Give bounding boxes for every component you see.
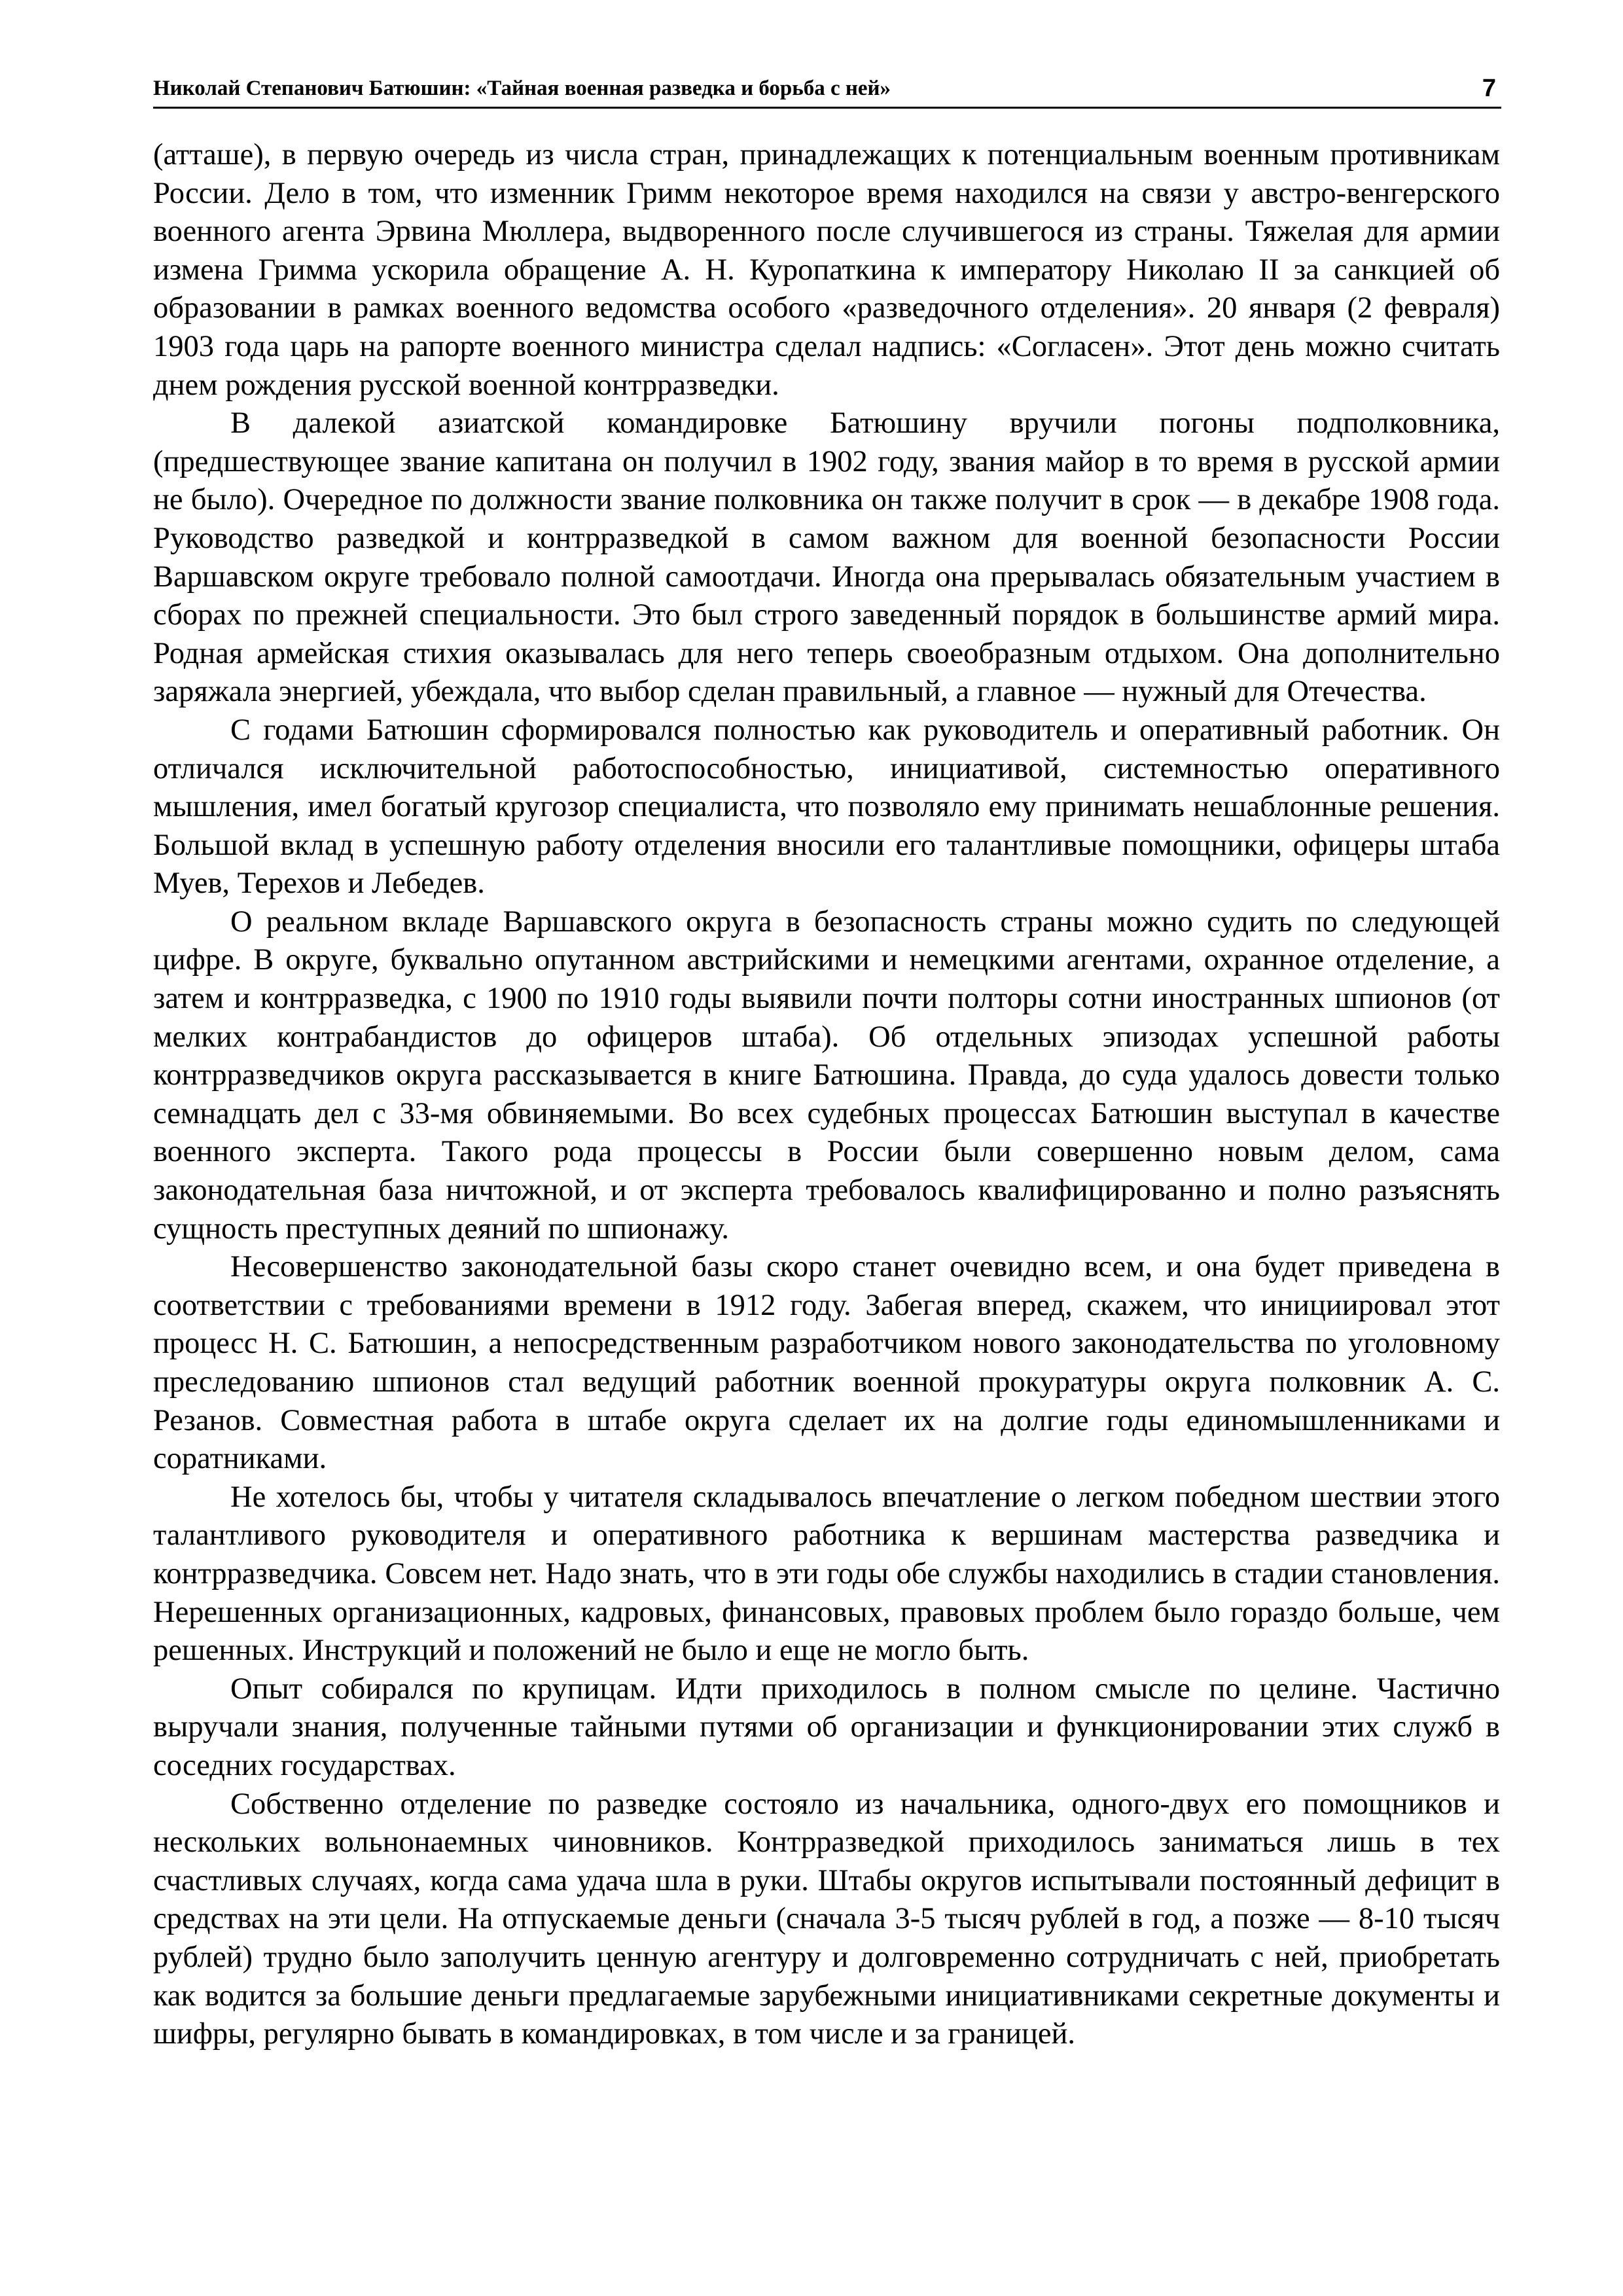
running-header: [153, 65, 1501, 109]
paragraph: Несовершенство законодательной базы скоро станет очевидно всем, и она будет приведена в соответствии с требованиями времени в 1912 году. Забегая вперед, скажем, что инициировал этот процесс Н. С. Батюшин, а непосредственным разработчиком нового законодательства по уголовному преследованию шпионов стал ведущий работник военной прокуратуры округа полковник А. С. Резанов. Совместная работа в штабе округа сделает их на долгие годы единомышленниками и соратниками.: [153, 1250, 1500, 1476]
paragraph: (атташе), в первую очередь из числа стран, принадлежащих к потенциальным военным противникам России. Дело в том, что изменник Гримм некоторое время находился на связи у австро-венгерского военного агента Эрвина Мюллера, выдворенного после случившегося из страны. Тяжелая для армии измена Гримма ускорила обращение А. Н. Куропаткина к императору Николаю II за санкцией об образовании в рамках военного ведомства особого «разведочного отделения». 20 января (2 февраля) 1903 года царь на рапорте военного министра сделал надпись: «Согласен». Этот день можно считать днем рождения русской военной контрразведки.: [153, 138, 1500, 402]
header-title: Николай Степанович Батюшин: «Тайная военная разведка и борьба с ней»: [153, 77, 891, 100]
paragraph: В далекой азиатской командировке Батюшину вручили погоны подполковника, (предшествующее звание капитана он получил в 1902 году, звания майор в то время в русской армии не было). Очередное по должности звание полковника он также получит в срок — в декабре 1908 года. Руководство разведкой и контрразведкой в самом важном для военной безопасности России Варшавском округе требовало полной самоотдачи. Иногда она прерывалась обязательным участием в сборах по прежней специальности. Это был строго заведенный порядок в большинстве армий мира. Родная армейская стихия оказывалась для него теперь своеобразным отдыхом. Она дополнительно заряжала энергией, убеждала, что выбор сделан правильный, а главное — нужный для Отечества.: [153, 406, 1500, 709]
body-text: [153, 136, 1500, 2054]
paragraph: Не хотелось бы, чтобы у читателя складывалось впечатление о легком победном шествии этого талантливого руководителя и оперативного работника к вершинам мастерства разведчика и контрразведчика. Совсем нет. Надо знать, что в эти годы обе службы находились в стадии становления. Нерешенных организационных, кадровых, финансовых, правовых проблем было гораздо больше, чем решенных. Инструкций и положений не было и еще не могло быть.: [153, 1480, 1500, 1668]
page-number: 7: [1482, 75, 1496, 102]
paragraph: Собственно отделение по разведке состояло из начальника, одного-двух его помощников и нескольких вольнонаемных чиновников. Контрразведкой приходилось заниматься лишь в тех счастливых случаях, когда сама удача шла в руки. Штабы округов испытывали постоянный дефицит в средствах на эти цели. На отпускаемые деньги (сначала 3-5 тысяч рублей в год, а позже — 8-10 тысяч рублей) трудно было заполучить ценную агентуру и долговременно сотрудничать с ней, приобретать как водится за большие деньги предлагаемые зарубежными инициативниками секретные документы и шифры, регулярно бывать в командировках, в том числе и за границей.: [153, 1787, 1500, 2051]
paragraph: Опыт собирался по крупицам. Идти приходилось в полном смысле по целине. Частично выручали знания, полученные тайными путями об организации и функционировании этих служб в соседних государствах.: [153, 1672, 1500, 1782]
paragraph: С годами Батюшин сформировался полностью как руководитель и оперативный работник. Он отличался исключительной работоспособностью, инициативой, системностью оперативного мышления, имел богатый кругозор специалиста, что позволяло ему принимать нешаблонные решения. Большой вклад в успешную работу отделения вносили его талантливые помощники, офицеры штаба Муев, Терехов и Лебедев.: [153, 713, 1500, 901]
paragraph: О реальном вкладе Варшавского округа в безопасность страны можно судить по следующей цифре. В округе, буквально опутанном австрийскими и немецкими агентами, охранное отделение, а затем и контрразведка, с 1900 по 1910 годы выявили почти полторы сотни иностранных шпионов (от мелких контрабандистов до офицеров штаба). Об отдельных эпизодах успешной работы контрразведчиков округа рассказывается в книге Батюшина. Правда, до суда удалось довести только семнадцать дел с 33-мя обвиняемыми. Во всех судебных процессах Батюшин выступал в качестве военного эксперта. Такого рода процессы в России были совершенно новым делом, сама законодательная база ничтожной, и от эксперта требовалось квалифицированно и полно разъяснять сущность преступных деяний по шпионажу.: [153, 905, 1500, 1246]
